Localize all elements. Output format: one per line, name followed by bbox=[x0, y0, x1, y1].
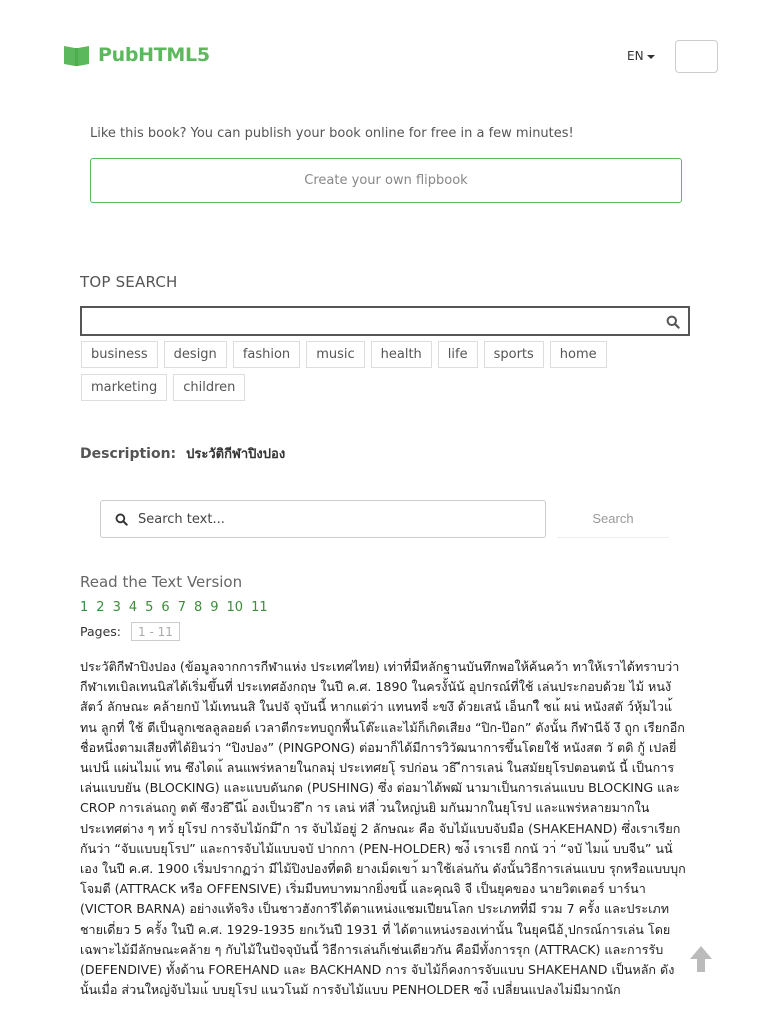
text-version-title: Read the Text Version bbox=[80, 573, 243, 591]
top-search-box bbox=[80, 306, 690, 336]
menu-toggle-button[interactable] bbox=[675, 40, 718, 73]
page-link-9[interactable]: 9 bbox=[210, 600, 219, 615]
top-search-tags bbox=[81, 341, 641, 401]
description-label: Description: bbox=[80, 446, 177, 462]
page-link-2[interactable]: 2 bbox=[96, 600, 105, 615]
tag-sports[interactable]: sports bbox=[484, 341, 544, 368]
top-search-title: TOP SEARCH bbox=[80, 273, 178, 291]
pages-range: 1 - 11 bbox=[131, 622, 180, 641]
page-link-8[interactable]: 8 bbox=[193, 600, 203, 615]
page-link-5[interactable]: 5 bbox=[145, 600, 154, 615]
language-label: EN bbox=[627, 49, 644, 63]
tag-fashion[interactable]: fashion bbox=[233, 341, 300, 368]
page-link-4[interactable]: 4 bbox=[128, 600, 138, 615]
pages-row bbox=[80, 622, 180, 641]
description bbox=[80, 443, 285, 464]
page-link-6[interactable]: 6 bbox=[161, 600, 170, 615]
text-search-input[interactable] bbox=[138, 512, 545, 527]
page-link-10[interactable]: 10 bbox=[226, 600, 244, 615]
create-flipbook-button[interactable]: Create your own flipbook bbox=[90, 158, 682, 203]
tag-business[interactable]: business bbox=[81, 341, 158, 368]
tag-children[interactable]: children bbox=[173, 374, 245, 401]
description-value: ประวัติกีฬาปิงปอง bbox=[186, 447, 286, 462]
promo-text: Like this book? You can publish your book online for free in a few minutes! bbox=[90, 126, 574, 141]
tag-home[interactable]: home bbox=[550, 341, 607, 368]
logo[interactable] bbox=[62, 42, 210, 68]
text-search-box bbox=[100, 500, 546, 538]
arrow-up-icon bbox=[688, 944, 714, 974]
language-selector[interactable] bbox=[627, 49, 655, 63]
tag-marketing[interactable]: marketing bbox=[81, 374, 167, 401]
tag-life[interactable]: life bbox=[438, 341, 478, 368]
page-link-7[interactable]: 7 bbox=[177, 600, 186, 615]
page-links bbox=[80, 600, 276, 615]
tag-health[interactable]: health bbox=[371, 341, 432, 368]
book-logo-icon bbox=[62, 42, 92, 68]
page-link-1[interactable]: 1 bbox=[80, 600, 89, 615]
tag-music[interactable]: music bbox=[306, 341, 364, 368]
tag-design[interactable]: design bbox=[164, 341, 227, 368]
top-bar bbox=[0, 0, 768, 110]
scroll-to-top-button[interactable] bbox=[688, 944, 714, 974]
page-link-11[interactable]: 11 bbox=[251, 600, 268, 615]
search-button[interactable]: Search bbox=[557, 500, 669, 538]
pages-label: Pages: bbox=[80, 624, 121, 639]
top-search-input[interactable] bbox=[82, 308, 688, 334]
book-text-content: ประวัติกีฬาปิงปอง (ข้อมูลจากการกีฬาแห่ง ประเทศไทย) เท่าที่มีหลักฐานบันทึกพอให้ค้นคว้า ทาให้เราได้ทราบว่ากีฬาเทเบิลเทนนิสได้เริ่มขึ้นที่ ประเทศอังกฤษ ในปี ค.ศ. 1890 ในครงั้นัน้ อุปกรณ์ที่ใช้ เล่นประกอบด้วย ไม้ หนงั สัตว์ ลักษณะ คล้ายกบั ไม้เทนนสิ ในปจั จุบันนี้ หากแต่ว่า แทนทจี่ ะขงึ ด้วยเสน้ เอ็นกใ็ ชแ้ ผน่ หนังสตั ว์หุ้มไวแ้ ทน ลูกที่ ใช้ ตีเป็นลูกเซลลูลอยด์ เวลาตีกระทบถูกพื้นโต๊ะและไม้ก็เกิดเสียง “ปิก-ป๊อก” ดังนั้น กีฬานีจ้ งึ ถูก เรียกอีกชื่อหนึ่งตามเสียงที่ได้ยินว่า “ปิงปอง” (PINGPONG) ต่อมาก็ได้มีการวิวัฒนาการขึ้นโดยใช้ หนังสต วั ตดิ กู้ เปลยี่ นเปน็ แผ่นไมแ้ ทน ซึงไดแ้ ลนแพร่หลายในกลมุ่ ประเทศยโุ รปก่อน วธิ ีการเลน่ ในสมัยยุโรปตอนตน้ นี้ เป็นการเล่นแบบยัน (BLOCKING) และแบบดันกด (PUSHING) ซึ่ง ต่อมาได้พฒั นามาเป็นการเล่นแบบ BLOCKING และ CROP การเล่นถกู ตดั ซึงวธิ ีนีเ้ องเป็นวธิ ีก าร เลน่ ท่สี ่วนใหญ่นยิ มกันมากในยุโรป และแพร่หลายมากในประเทศต่าง ๆ ทวั่ ยุโรป การจับไม้กม็ ีก าร จับไม้อยู่ 2 ลักษณะ คือ จับไม้แบบจับมือ (SHAKEHAND) ซึ่งเราเรียกกันว่า “จับแบบยุโรป” และการจับไม้แบบจบั ปากกา (PEN-HOLDER) ซง่ึ เราเรยี กกนั วา่ “จบั ไมแ้ บบจีน” นนั่ เอง ในปี ค.ศ. 1900 เริ่มปรากฏว่า มีไม้ปิงปองที่ตดิ ยางเม็ดเขา้ มาใช้เล่นกัน ดังนั้นวิธีการเล่นแบบ รุกหรือแบบบุกโจมตี (ATTRACK หรือ OFFENSIVE) เริ่มมีบทบาทมากยิ่งขนึ้ และคุณจิ จี เป็นยุคของ นายวิตเตอร์ บาร์นา (VICTOR BARNA) อย่างแท้จริง เป็นชาวฮังการีได้ตาแหน่งแชมเปียนโลก ประเภทที่มี รวม 7 ครั้ง และประเภทชายเดี่ยว 5 ครั้ง ในปี ค.ศ. 1929-1935 ยกเว้นปี 1931 ที่ ได้ตาแหน่งรองเท่านั้น ในยุคนีอ้ ุปกรณ์การเล่น โดยเฉพาะไม้มีลักษณะคล้าย ๆ กับไม้ในปัจจุบันนี้ วิธีการเล่นก็เช่นเดียวกัน คือมีทั้งการรุก (ATTRACK) และการรับ (DEFENDIVE) ทั้งด้าน FOREHAND และ BACKHAND การ จับไม้ก็คงการจับแบบ SHAKEHAND เป็นหลัก ดังนั้นเมื่อ ส่วนใหญ่จับไมแ้ บบยุโรป แนวโนม้ การจับไม้แบบ PENHOLDER ซง่ึ เปลี่ยนแปลงไม่มีมากนัก bbox=[80, 659, 686, 998]
chevron-down-icon bbox=[647, 55, 655, 59]
brand-name: PubHTML5 bbox=[98, 44, 210, 66]
page-link-3[interactable]: 3 bbox=[112, 600, 121, 615]
search-icon[interactable] bbox=[666, 314, 680, 333]
search-icon bbox=[115, 513, 128, 526]
